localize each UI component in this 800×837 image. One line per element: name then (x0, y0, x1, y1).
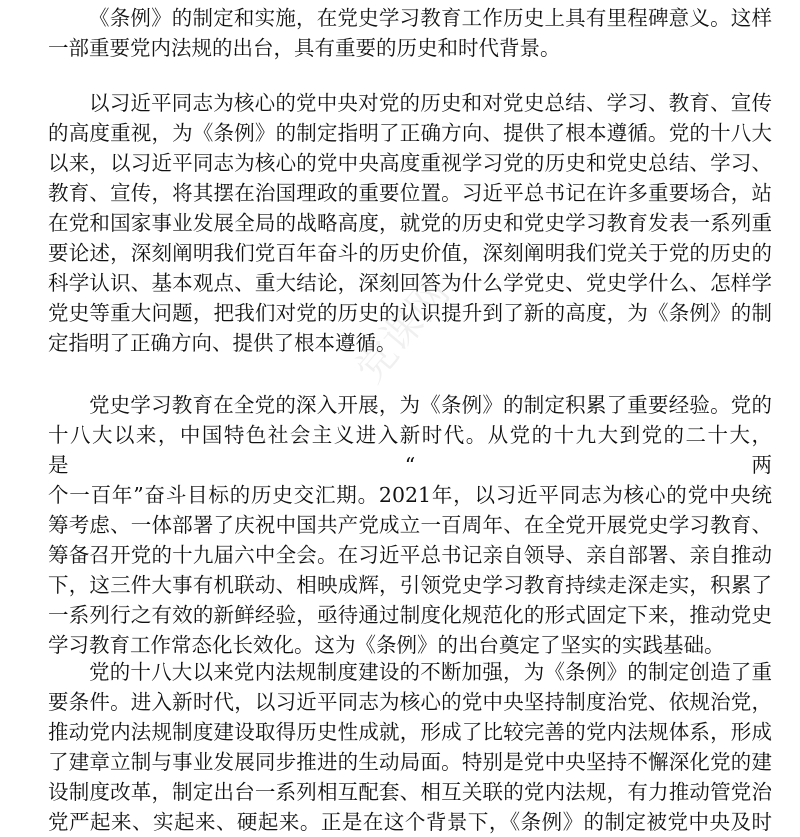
paragraph-2 (48, 88, 772, 358)
text-line: 科学认识、基本观点、重大结论，深刻回答为什么学党史、党史学什么、怎样学 (48, 271, 772, 295)
text-line: 党史等重大问题，把我们对党的历史的认识提升到了新的高度，为《条例》的制 (48, 301, 772, 325)
text-line: 《条例》的制定和实施，在党史学习教育工作历史上具有里程碑意义。这样 (89, 6, 772, 30)
text-line: 要条件。进入新时代，以习近平同志为核心的党中央坚持制度治党、依规治党， (48, 690, 772, 714)
text-line: 十八大以来，中国特色社会主义进入新时代。从党的十九大到党的二十大，是“两 (48, 423, 772, 477)
text-line: 党史学习教育在全党的深入开展，为《条例》的制定积累了重要经验。党的 (89, 393, 772, 417)
watermark: 党课网 (346, 270, 459, 392)
paragraph-3 (48, 390, 772, 660)
text-line: 筹备召开党的十九届六中全会。在习近平总书记亲自领导、亲自部署、亲自推动 (48, 543, 772, 567)
text-line: 党的十八大以来党内法规制度建设的不断加强，为《条例》的制定创造了重 (89, 660, 772, 684)
text-line: 个一百年”奋斗目标的历史交汇期。2021年，以习近平同志为核心的党中央统 (48, 483, 772, 507)
text-line: 以习近平同志为核心的党中央对党的历史和对党史总结、学习、教育、宣传 (89, 91, 772, 115)
text-line: 学习教育工作常态化长效化。这为《条例》的出台奠定了坚实的实践基础。 (48, 633, 725, 657)
text-line: 了建章立制与事业发展同步推进的生动局面。特别是党中央坚持不懈深化党的建 (48, 750, 772, 774)
text-line: 教育、宣传，将其摆在治国理政的重要位置。习近平总书记在许多重要场合，站 (48, 181, 772, 205)
paragraph-1 (48, 3, 772, 63)
paragraph-4 (48, 657, 772, 837)
text-line: 党严起来、实起来、硬起来。正是在这个背景下，《条例》的制定被党中央及时 (48, 810, 772, 834)
text-line: 定指明了正确方向、提供了根本遵循。 (48, 331, 397, 355)
text-line: 一部重要党内法规的出台，具有重要的历史和时代背景。 (48, 36, 561, 60)
text-line: 下，这三件大事有机联动、相映成辉，引领党史学习教育持续走深走实，积累了 (48, 573, 772, 597)
text-line: 筹考虑、一体部署了庆祝中国共产党成立一百周年、在全党开展党史学习教育、 (48, 513, 772, 537)
text-line: 的高度重视，为《条例》的制定指明了正确方向、提供了根本遵循。党的十八大 (48, 121, 772, 145)
text-line: 推动党内法规制度建设取得历史性成就，形成了比较完善的党内法规体系，形成 (48, 720, 772, 744)
text-line: 以来，以习近平同志为核心的党中央高度重视学习党的历史和党史总结、学习、 (48, 151, 772, 175)
text-line: 要论述，深刻阐明我们党百年奋斗的历史价值，深刻阐明我们党关于党的历史的 (48, 241, 772, 265)
text-line: 在党和国家事业发展全局的战略高度，就党的历史和党史学习教育发表一系列重 (48, 211, 772, 235)
text-line: 设制度改革，制定出台一系列相互配套、相互关联的党内法规，有力推动管党治 (48, 780, 772, 804)
text-line: 一系列行之有效的新鲜经验，亟待通过制度化规范化的形式固定下来，推动党史 (48, 603, 772, 627)
